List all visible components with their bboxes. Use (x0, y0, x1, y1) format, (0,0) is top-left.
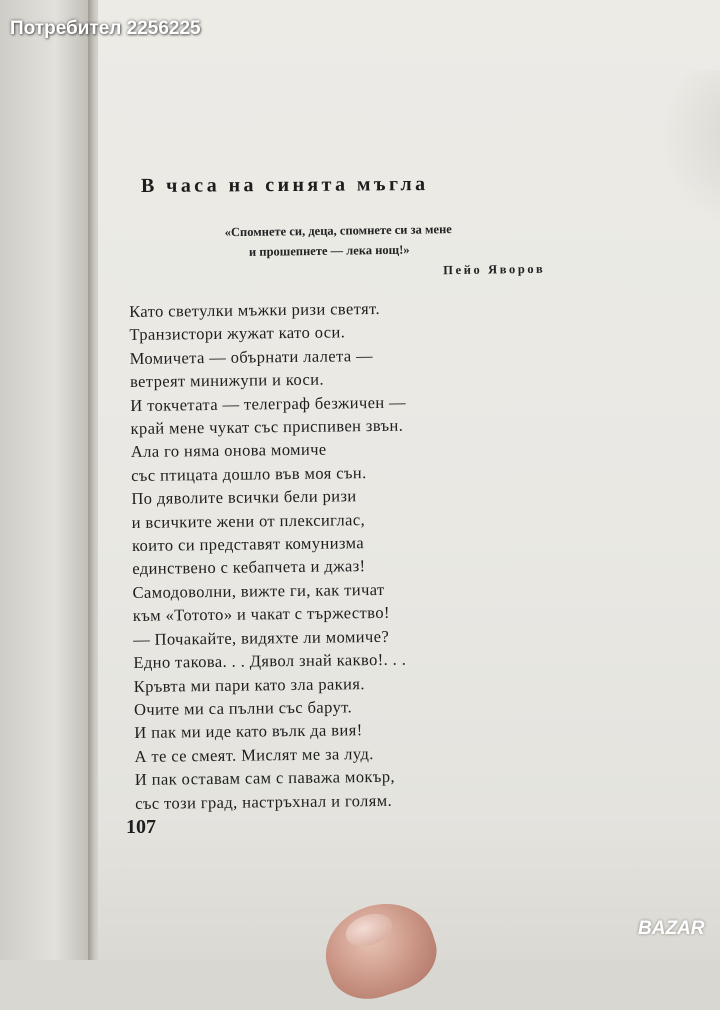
epigraph-line: и прошепнете — лека нощ!» (248, 242, 410, 259)
poem-line: Кръвта ми пари като зла ракия. (133, 673, 365, 696)
epigraph-author: Пейо Яворов (443, 261, 546, 278)
poem-line: със птицата дошло във моя сън. (131, 462, 367, 485)
poem-line: И токчетата — телеграф безжичен — (130, 392, 407, 415)
left-page (0, 0, 92, 960)
poem-line: Очите ми са пълни със барут. (133, 697, 353, 719)
poem-line: И пак ми иде като вълк да вия! (134, 720, 363, 743)
poem-line: със този град, настръхнал и голям. (135, 790, 393, 813)
epigraph-line: «Спомнете си, деца, спомнете си за мене (224, 222, 452, 240)
show-through-text (658, 70, 720, 230)
poem-line: ветреят минижупи и коси. (129, 369, 325, 392)
bazar-logo: BAZAR (638, 918, 705, 939)
poem-body (129, 294, 595, 815)
user-watermark: Потребител 2256225 (10, 18, 201, 39)
poem-line: единствено с кебапчета и джаз! (132, 556, 366, 579)
poem-line: И пак оставам сам с паважа мокър, (134, 766, 396, 790)
poem-title: В часа на синята мъгла (140, 172, 429, 197)
poem-line: Транзистори жужат като оси. (129, 322, 346, 345)
poem-line: А те се смеят. Мислят ме за луд. (134, 743, 374, 766)
poem-line: Ала го няма онова момиче (130, 440, 327, 462)
poem-line: По дяволите всички бели ризи (131, 486, 357, 509)
poem-line: Самодоволни, вижте ги, как тичат (132, 579, 385, 602)
poem-line: Едно такова. . . Дявол знай какво!. . . (133, 649, 407, 673)
poem-line: и всичките жени от плексиглас, (131, 509, 366, 532)
page-number: 107 (126, 816, 156, 838)
poem-line: — Почакайте, видяхте ли момиче? (133, 626, 390, 649)
poem-line: край мене чукат със приспивен звън. (130, 415, 404, 439)
poem-line: които си представят комунизма (131, 533, 365, 556)
poem-line: Като светулки мъжки ризи светят. (129, 298, 381, 321)
epigraph (225, 218, 546, 283)
poem-line: към «Тотото» и чакат с тържество! (132, 603, 390, 626)
poem-line: Момичета — обърнати лалета — (129, 345, 374, 368)
